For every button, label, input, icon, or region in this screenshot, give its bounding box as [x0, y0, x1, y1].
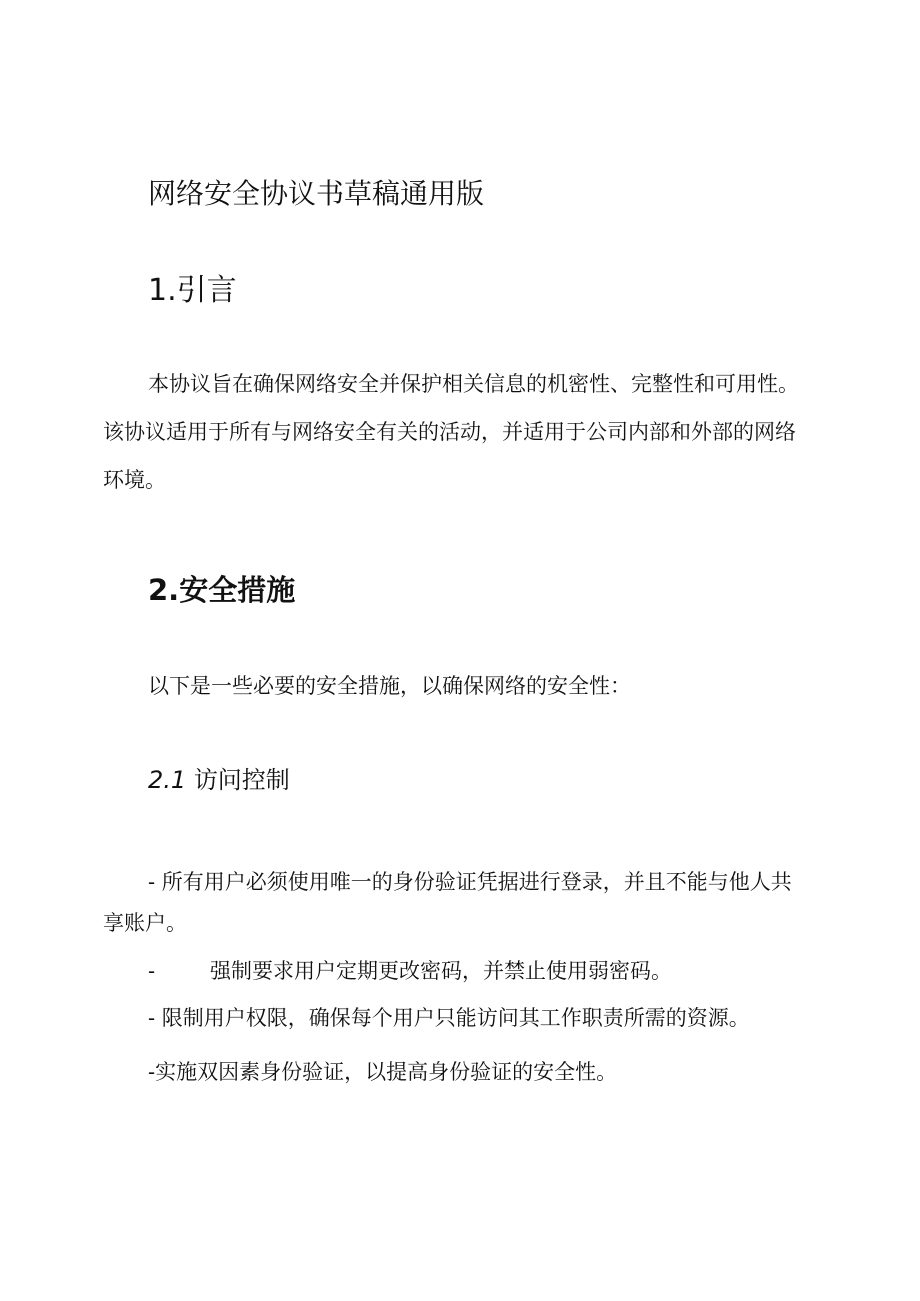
bullet-2-dash: - — [148, 959, 156, 983]
bullet-4: -实施双因素身份验证，以提高身份验证的安全性。 — [148, 1060, 618, 1084]
section-2-intro: 以下是一些必要的安全措施，以确保网络的安全性： — [148, 674, 631, 698]
subsection-number: 2.1 — [148, 766, 187, 794]
section-1-paragraph-line-1: 本协议旨在确保网络安全并保护相关信息的机密性、完整性和可用性。 — [148, 372, 799, 396]
section-2-heading: 2.安全措施 — [148, 573, 296, 607]
subsection-2-1-heading — [148, 760, 290, 795]
bullet-1-line-1: - 所有用户必须使用唯一的身份验证凭据进行登录，并且不能与他人共 — [148, 870, 792, 894]
bullet-3: - 限制用户权限，确保每个用户只能访问其工作职责所需的资源。 — [148, 1006, 750, 1030]
section-1-heading: 1.引言 — [148, 273, 237, 308]
bullet-1-line-2: 享账户。 — [103, 911, 187, 935]
bullet-2 — [148, 955, 672, 985]
section-1-paragraph-line-2: 该协议适用于所有与网络安全有关的活动，并适用于公司内部和外部的网络 — [103, 420, 796, 444]
document-title: 网络安全协议书草稿通用版 — [148, 177, 485, 210]
bullet-2-text: 强制要求用户定期更改密码，并禁止使用弱密码。 — [210, 959, 672, 983]
section-1-paragraph-line-3: 环境。 — [103, 468, 166, 492]
subsection-title: 访问控制 — [193, 766, 290, 794]
